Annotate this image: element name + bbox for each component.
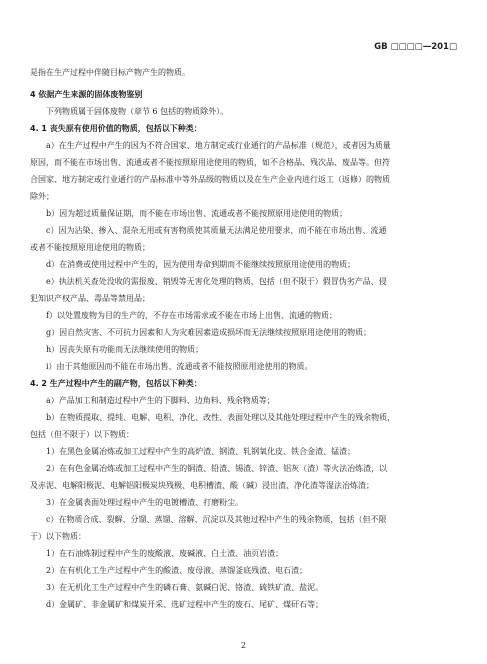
text-line: f）以处置废物为目的生产的，不存在市场需求或不能在市场上出售、流通的物质； [46,311,337,320]
section-heading: 4. 1 丧失原有使用价值的物质，包括以下种类： [30,124,202,133]
text-line: 原因，而不能在市场出售、流通或者不能按照原用途使用的物质，如不合格品、残次品、废品等。但符 [30,158,390,167]
text-line: 是指在生产过程中伴随目标产物产生的物质。 [30,68,190,77]
text-line: i）由于其他原因而不能在市场出售、流通或者不能按照原用途使用的物质。 [46,362,313,371]
text-line: 3）在金属表面处理过程中产生的电镀槽渣、打磨粉尘。 [46,498,244,507]
text-line: 或者不能按照原用途使用的物质； [30,243,150,252]
text-line: 1）在石油炼制过程中产生的废酸液、废碱液、白土渣、油页岩渣； [46,549,284,558]
page-number: 2 [240,641,247,650]
text-line: 及赤泥、电解阳极泥、电解铝阳极炭块残极、电积槽渣、酸（碱）浸出渣、净化渣等湿法冶炼渣； [30,481,374,490]
text-line: b）因为超过质量保证期，而不能在市场出售、流通或者不能按照原用途使用的物质； [46,209,348,218]
text-line: g）因自然灾害、不可抗力因素和人为灾难因素造成损坏而无法继续按照原用途使用的物质； [46,328,372,337]
text-line: 3）在无机化工生产过程中产生的磷石膏、氨碱白泥、铬渣、硫铁矿渣、盐泥。 [46,583,324,592]
text-line: 下列物质属于固体废物（章节 6 包括的物质除外）。 [46,107,229,116]
section-heading: 4. 2 生产过程中产生的副产物，包括以下种类： [30,379,202,388]
text-line: b）在物质提取、提纯、电解、电积、净化、改性、表面处理以及其他处理过程中产生的残余物质， [46,413,396,422]
text-line: a）产品加工和制造过程中产生的下脚料、边角料、残余物质等； [46,396,275,405]
text-line: 于）以下物质： [30,532,86,541]
text-line: d）金属矿、非金属矿和煤炭开采、选矿过程中产生的废石、尾矿、煤矸石等； [46,600,324,609]
text-line: 2）在有机化工生产过程中产生的酸渣、废母液、蒸馏釜底残渣、电石渣； [46,566,308,575]
text-line: 犯知识产权产品、毒品等禁用品； [30,294,150,303]
text-line: 1）在黑色金属冶炼或加工过程中产生的高炉渣、钢渣、轧钢氧化皮、铁合金渣、锰渣； [46,447,356,456]
text-line: 合国家、地方制定或行业通行的产品标准中等外品级的物质以及在生产企业内进行返工（返修）的物质 [30,175,390,184]
text-line: a）在生产过程中产生的因为不符合国家、地方制定或行业通行的产品标准（规范），或者因为质量 [46,141,391,150]
text-line: h）因丧失原有功能而无法继续使用的物质； [46,345,204,354]
text-line: c）在物质合成、裂解、分馏、蒸馏、溶解、沉淀以及其他过程中产生的残余物质，包括（但不限 [46,515,387,524]
text-line: c）因为沾染、掺入、混杂无用或有害物质使其质量无法满足使用要求，而不能在市场出售、流通 [46,226,387,235]
text-line: d）在消费或使用过程中产生的，因为使用寿命到期而不能继续按照原用途使用的物质； [46,260,356,269]
document-body [30,64,460,613]
section-heading: 4 依据产生来源的固体废物鉴别 [30,90,143,99]
standard-code-header: GB □□□□—201□ [374,42,457,52]
text-line: e）执法机关查处没收的需报废、销毁等无害化处理的物质，包括（但不限于）假冒伪劣产品、侵 [46,277,387,286]
text-line: 除外； [30,192,54,201]
text-line: 2）在有色金属冶炼或加工过程中产生的铜渣、铅渣、锡渣、锌渣、铝灰（渣）等火法冶炼渣，以 [46,464,388,473]
text-line: 包括（但不限于）以下物质： [30,430,134,439]
